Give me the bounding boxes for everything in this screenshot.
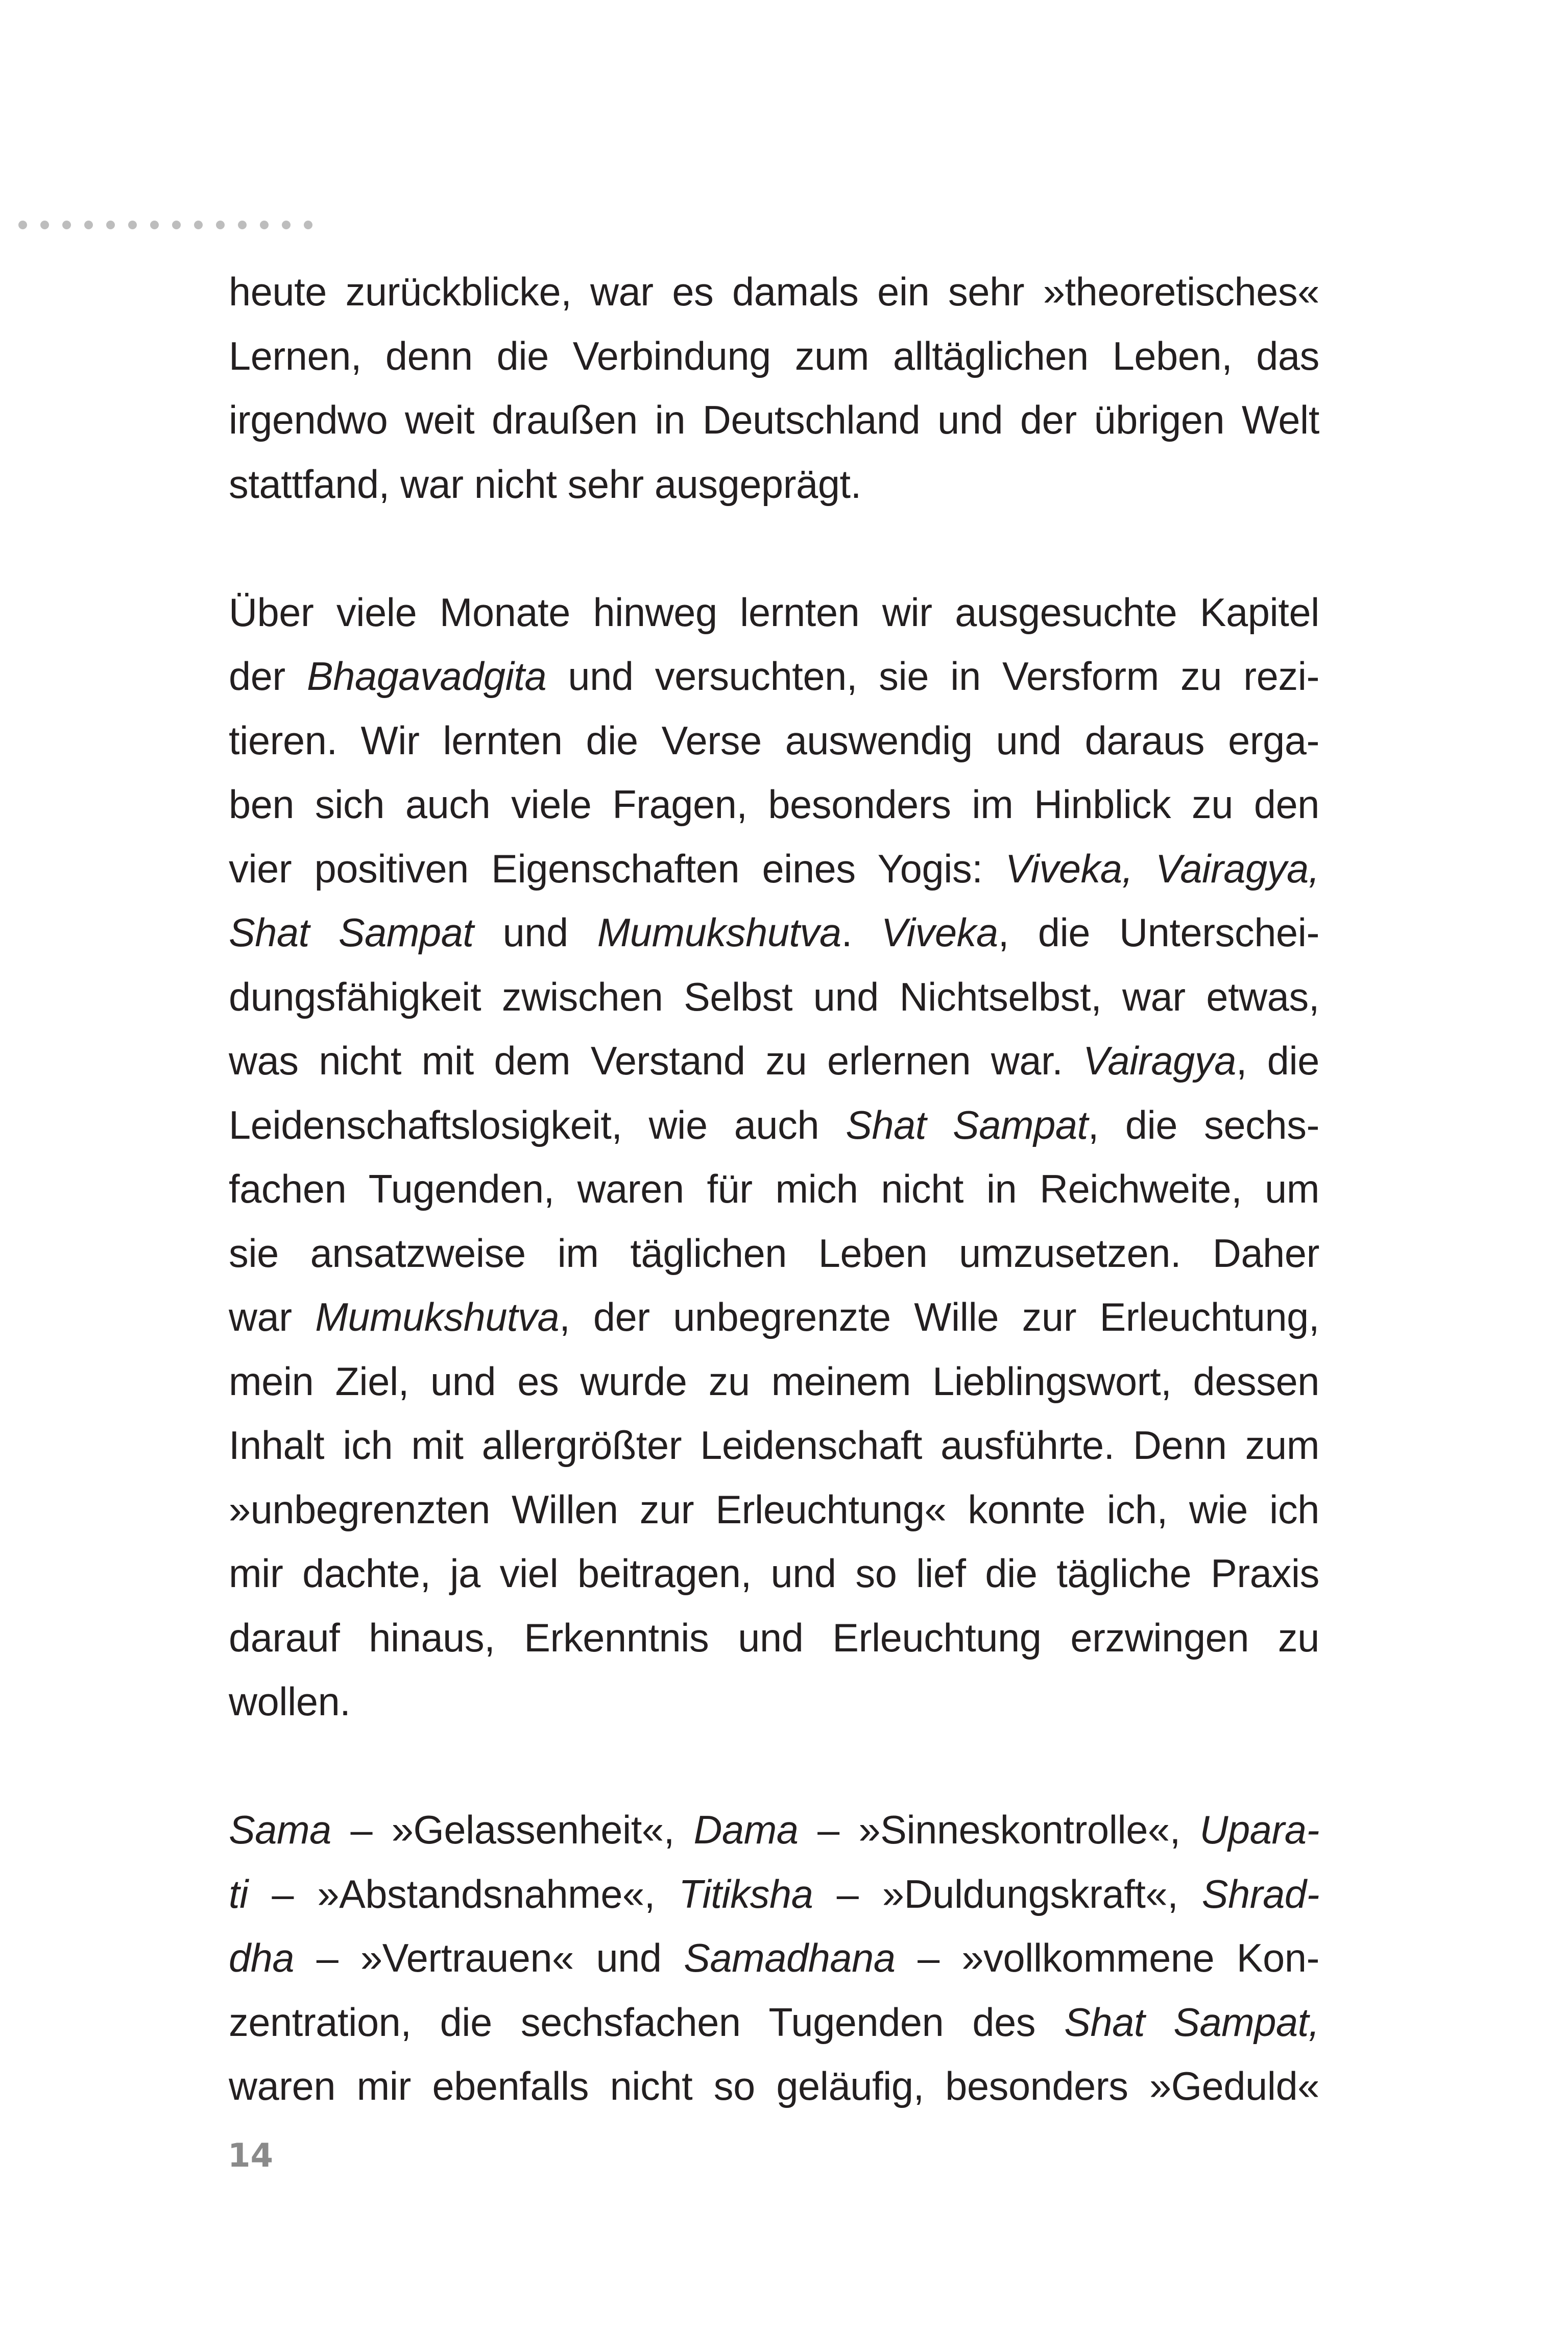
text-line (229, 1798, 1319, 1863)
italic-term: Viveka (881, 911, 998, 955)
text-run: . (841, 911, 881, 955)
text-run: , der unbegrenzte Wille zur Erleuchtung, (559, 1295, 1319, 1339)
text-run: irgendwo weit draußen in Deutschland und der übrigen Welt (229, 398, 1319, 442)
decorative-dot (40, 221, 49, 229)
italic-term: Shat Sampat, (1064, 2000, 1320, 2045)
text-run: tieren. Wir lernten die Verse auswendig und daraus erga- (229, 718, 1319, 763)
text-run: darauf hinaus, Erkenntnis und Erleuchtung erzwingen zu (229, 1616, 1319, 1660)
text-run: »unbegrenzten Willen zur Erleuchtung« konnte ich, wie ich (229, 1487, 1319, 1532)
text-line (229, 1029, 1319, 1094)
body-text (229, 260, 1319, 2119)
text-line (229, 581, 1319, 645)
text-run: – »Sinneskontrolle«, (798, 1808, 1200, 1852)
text-line (229, 1478, 1319, 1543)
text-run: ben sich auch viele Fragen, besonders im Hinblick zu den (229, 783, 1319, 827)
text-run: mein Ziel, und es wurde zu meinem Lieblingswort, dessen (229, 1359, 1319, 1404)
text-run: – »Vertrauen« und (294, 1936, 684, 1980)
decorative-dot (282, 221, 291, 229)
text-run: waren mir ebenfalls nicht so geläufig, besonders »Geduld« (229, 2065, 1319, 2108)
decorative-dot (216, 221, 225, 229)
italic-term: Samadhana (684, 1936, 896, 1980)
text-run: – »Abstandsnahme«, (248, 1872, 679, 1916)
decorative-dot (84, 221, 93, 229)
decorative-dot (128, 221, 137, 229)
text-line (229, 1542, 1319, 1606)
italic-term: Mumukshutva (315, 1295, 560, 1339)
text-run: , die sechs- (1088, 1103, 1319, 1147)
decorative-dot (172, 221, 181, 229)
text-line (229, 1927, 1319, 1991)
text-run: stattfand, war nicht sehr ausgeprägt. (229, 462, 861, 507)
text-line (229, 1670, 1319, 1735)
italic-term: dha (229, 1936, 295, 1980)
decorative-dot (150, 221, 159, 229)
italic-term: Titiksha (679, 1872, 813, 1916)
page-number: 14 (228, 2137, 274, 2175)
italic-term: Shat Sampat (846, 1103, 1088, 1147)
decorative-dot-row (18, 221, 312, 229)
italic-term: ti (229, 1872, 248, 1916)
text-line (229, 645, 1319, 709)
paragraph-gap (229, 1735, 1319, 1799)
italic-term: Viveka, Vairagya, (1005, 847, 1319, 891)
text-run: Lernen, denn die Verbindung zum alltäglichen Leben, das (229, 334, 1319, 378)
text-run: , die Unterschei- (998, 911, 1319, 955)
decorative-dot (260, 221, 269, 229)
text-line (229, 901, 1319, 966)
text-line (229, 2055, 1319, 2119)
text-line (229, 260, 1319, 325)
decorative-dot (106, 221, 115, 229)
text-run: mir dachte, ja viel beitragen, und so lief die tägliche Praxis (229, 1552, 1319, 1596)
text-line (229, 1094, 1319, 1158)
text-run: Über viele Monate hinweg lernten wir ausgesuchte Kapitel (229, 590, 1319, 635)
italic-term: Vairagya (1083, 1039, 1236, 1083)
text-line (229, 966, 1319, 1030)
text-run: fachen Tugenden, waren für mich nicht in Reichweite, um (229, 1167, 1319, 1211)
text-line (229, 325, 1319, 389)
paragraph (229, 1798, 1319, 2119)
text-line (229, 709, 1319, 774)
decorative-dot (18, 221, 27, 229)
text-line (229, 773, 1319, 837)
italic-term: Shrad- (1201, 1872, 1320, 1916)
decorative-dot (238, 221, 247, 229)
text-run: Inhalt ich mit allergrößter Leidenschaft ausführte. Denn zum (229, 1424, 1319, 1468)
text-line (229, 837, 1319, 902)
text-line (229, 1222, 1319, 1286)
text-line (229, 1286, 1319, 1350)
text-run: heute zurückblicke, war es damals ein sehr »theoretisches« (229, 270, 1319, 314)
text-run: , die (1236, 1039, 1319, 1083)
text-line (229, 1863, 1319, 1927)
text-run: der (229, 655, 307, 699)
text-line (229, 1414, 1319, 1478)
text-line (229, 1350, 1319, 1414)
text-line (229, 1606, 1319, 1671)
text-run: war (229, 1295, 316, 1339)
paragraph-gap (229, 517, 1319, 581)
italic-term: Sama (229, 1808, 331, 1852)
decorative-dot (304, 221, 312, 229)
text-run: und (473, 911, 597, 955)
text-line (229, 1991, 1319, 2055)
italic-term: Dama (693, 1808, 799, 1852)
italic-term: Bhagavadgita (307, 655, 547, 699)
text-run: sie ansatzweise im täglichen Leben umzusetzen. Daher (229, 1231, 1319, 1276)
text-run: Leidenschaftslosigkeit, wie auch (229, 1103, 846, 1147)
text-run: – »Gelassenheit«, (331, 1808, 694, 1852)
text-run: vier positiven Eigenschaften eines Yogis: (229, 847, 1005, 891)
paragraph (229, 260, 1319, 517)
paragraph (229, 581, 1319, 1735)
text-run: – »Duldungskraft«, (813, 1872, 1202, 1916)
italic-term: Mumukshutva (597, 911, 841, 955)
text-line (229, 453, 1319, 517)
decorative-dot (194, 221, 203, 229)
text-run: zentration, die sechsfachen Tugenden des (229, 2000, 1065, 2045)
text-run: wollen. (229, 1680, 351, 1724)
text-run: was nicht mit dem Verstand zu erlernen war. (229, 1039, 1083, 1083)
text-run: – »vollkommene Kon- (895, 1936, 1319, 1980)
text-line (229, 389, 1319, 453)
decorative-dot (62, 221, 71, 229)
text-run: und versuchten, sie in Versform zu rezi- (546, 655, 1319, 699)
text-run: dungsfähigkeit zwischen Selbst und Nichtselbst, war etwas, (229, 975, 1319, 1019)
text-line (229, 1158, 1319, 1222)
italic-term: Shat Sampat (229, 911, 474, 955)
italic-term: Upara- (1199, 1808, 1319, 1852)
